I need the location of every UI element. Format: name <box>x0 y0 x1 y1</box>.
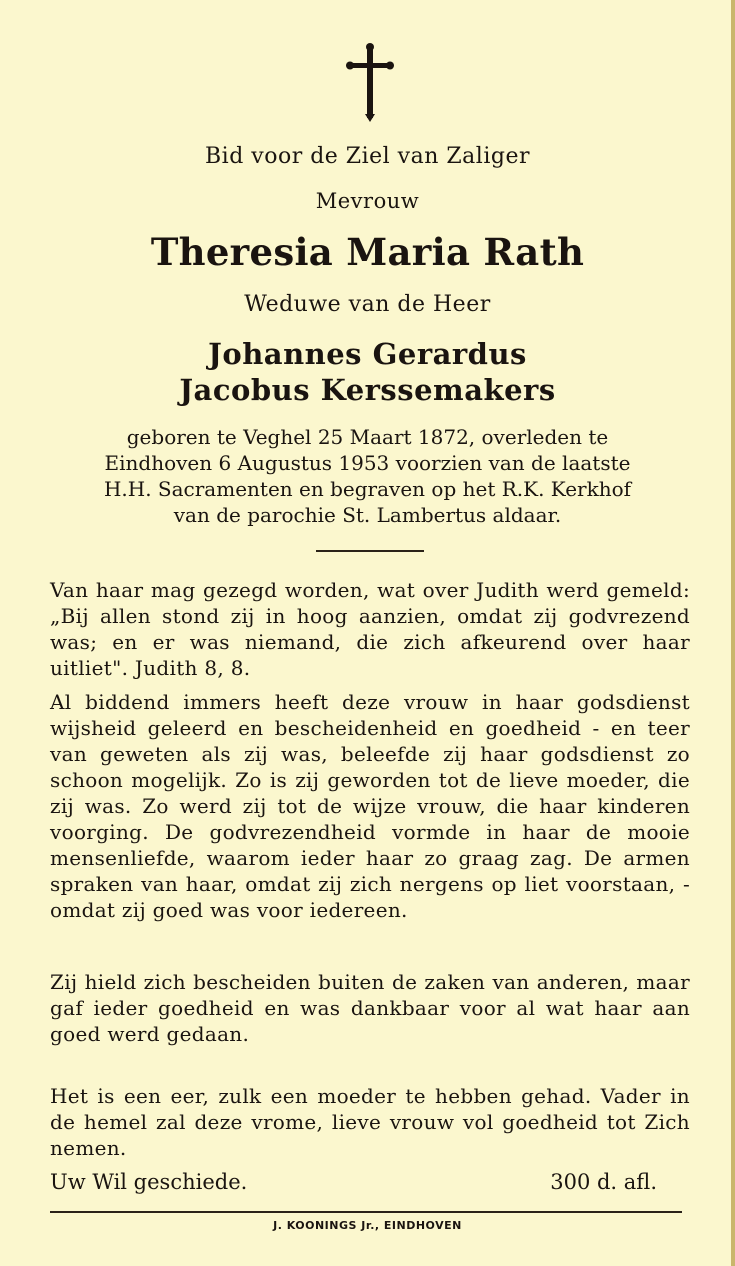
husband-name-line2: Jacobus Kerssemakers <box>179 373 556 407</box>
paragraph-devotion: Al biddend immers heeft deze vrouw in haar godsdienst wijsheid geleerd en bescheidenheid en goedheid - en teer van geweten als zij was, beleefde zij haar godsdienst zo schoon mogelijk. Zo is zij geworden tot de lieve moeder, die zij was. Zo werd zij tot de wijze vrouw, die haar kinderen voorging. De godvrezendheid vormde in haar de mooie mensenliefde, waarom ieder haar zo graag zag. De armen spraken van haar, omdat zij zich nergens op liet voorstaan, - omdat zij goed was voor iedereen. <box>50 690 690 922</box>
title-line: Mevrouw <box>315 189 420 213</box>
husband-name-line1: Johannes Gerardus <box>208 337 527 371</box>
biography <box>0 424 735 528</box>
latin-cross-icon <box>346 42 394 122</box>
bio-line: Eindhoven 6 Augustus 1953 voorzien van de laatste <box>104 451 631 475</box>
bio-line: H.H. Sacramenten en begraven op het R.K. Kerkhof <box>103 477 632 501</box>
short-divider <box>316 550 424 552</box>
relation-line: Weduwe van de Heer <box>244 292 491 317</box>
bottom-divider <box>50 1211 682 1213</box>
printer-credit: J. KOONINGS Jr., EINDHOVEN <box>273 1219 462 1232</box>
bio-line: geboren te Veghel 25 Maart 1872, overleden te <box>126 425 609 449</box>
husband-name <box>0 336 735 408</box>
paragraph-honor: Het is een eer, zulk een moeder te hebben gehad. Vader in de hemel zal deze vrome, lieve vrouw vol goedheid tot Zich nemen. <box>50 1084 690 1160</box>
indulgence-note: 300 d. afl. <box>550 1170 657 1194</box>
prayer-line: Bid voor de Ziel van Zaliger <box>205 144 530 169</box>
bio-line: van de parochie St. Lambertus aldaar. <box>173 503 562 527</box>
paragraph-judith-quote: Van haar mag gezegd worden, wat over Judith werd gemeld: „Bij allen stond zij in hoog aanzien, omdat zij godvrezend was; en er was niemand, die zich afkeurend over haar uitliet". Judith 8, 8. <box>50 578 690 680</box>
closing-prayer: Uw Wil geschiede. <box>50 1170 248 1194</box>
paragraph-modesty: Zij hield zich bescheiden buiten de zaken van anderen, maar gaf ieder goedheid en was dankbaar voor al wat haar aan goed werd gedaan. <box>50 970 690 1046</box>
deceased-name: Theresia Maria Rath <box>150 230 585 274</box>
